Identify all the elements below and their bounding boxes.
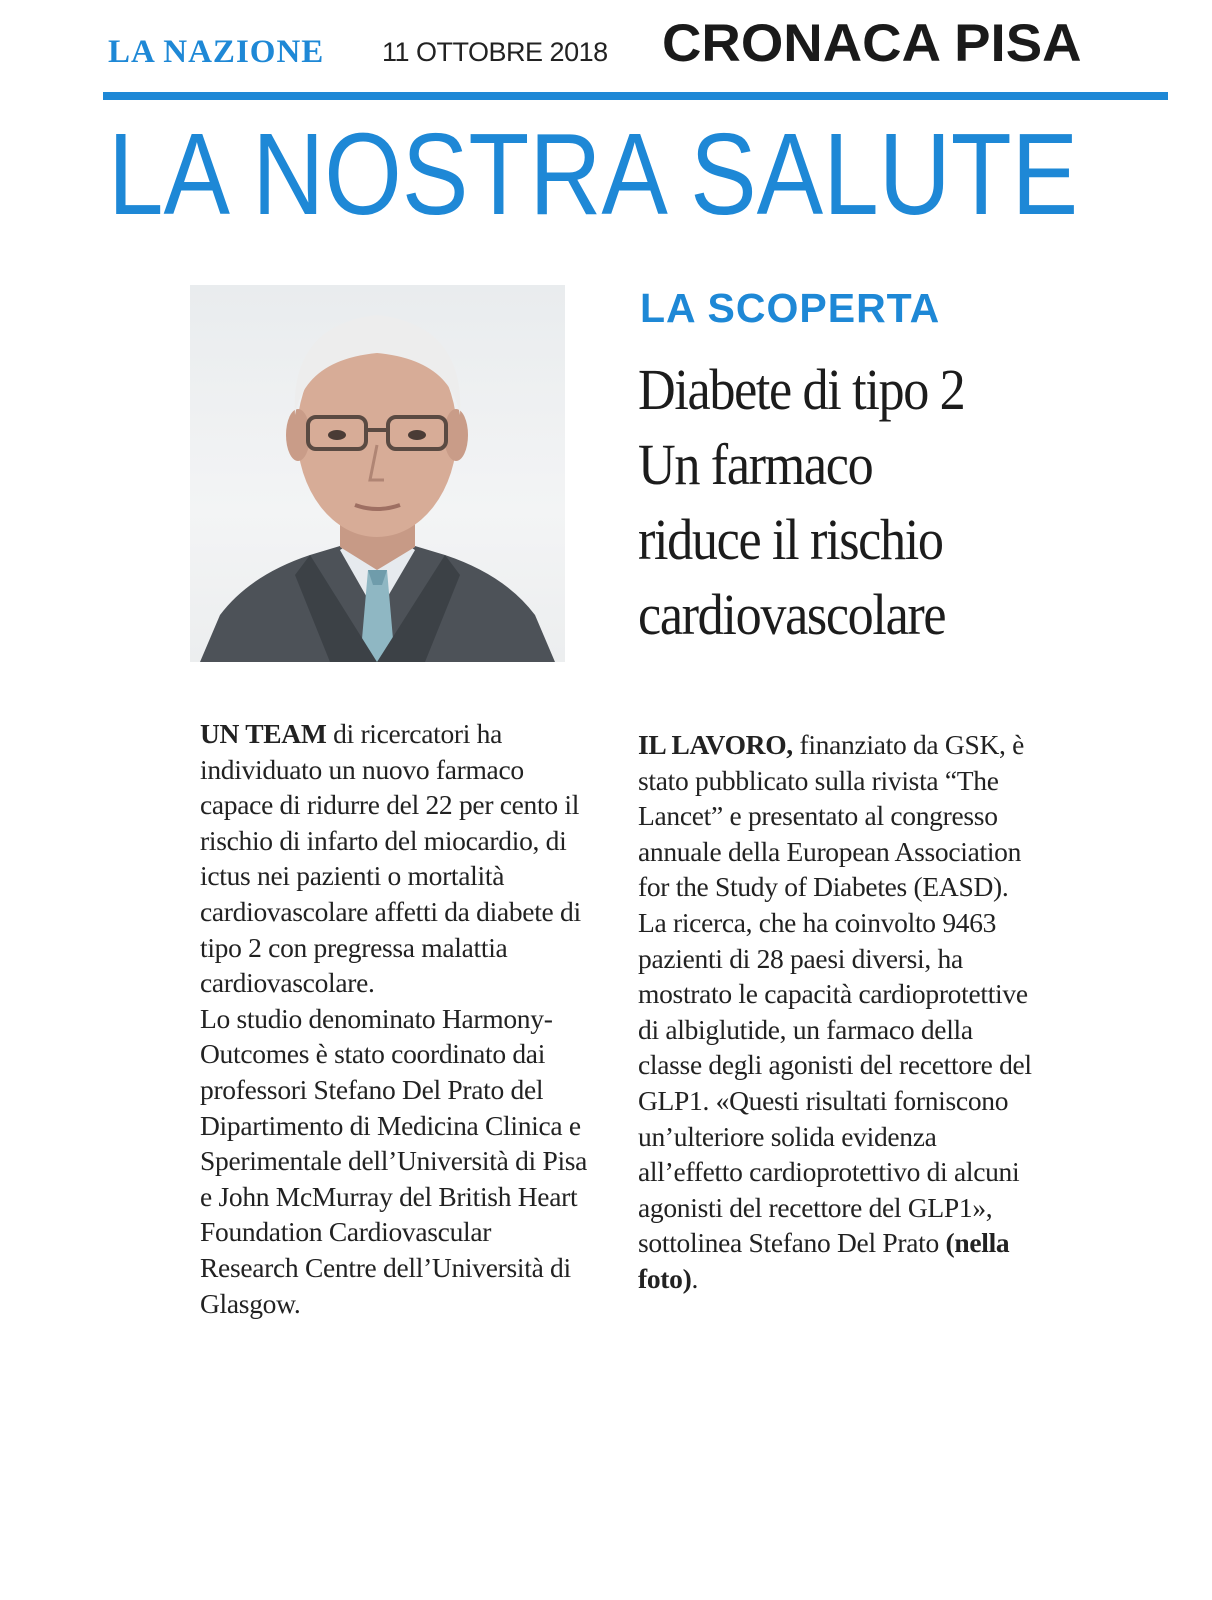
article-paragraph	[200, 716, 595, 1001]
article-column-left	[200, 716, 595, 1321]
publication-date: 11 OTTOBRE 2018	[382, 37, 608, 67]
portrait-photo	[190, 285, 565, 662]
page-kicker: LA NOSTRA SALUTE	[108, 109, 1079, 239]
article-paragraph: Lo studio denominato Harmony-Outcomes è stato coordinato dai professori Stefano Del Prato del Dipartimento di Medicina Clinica e Sperimentale dell’Università di Pisa e John McMurray del British Heart Foundation Cardiovascular Research Centre dell’Università di Glasgow.	[200, 1002, 588, 1319]
lead-in: UN TEAM	[200, 718, 327, 749]
section-name: CRONACA PISA	[662, 14, 1082, 73]
masthead	[0, 0, 1212, 100]
paragraph-text: di ricercatori ha individuato un nuovo farmaco capace di ridurre del 22 per cento il rischio di infarto del miocardio, di ictus nei pazienti o mortalità cardiovascolare affetti da diabete di tipo 2 con pregressa malattia cardiovascolare.	[200, 718, 581, 999]
headline-line: cardiovascolare	[638, 582, 946, 647]
article-headline	[638, 352, 1088, 652]
photo-reference: (nella foto)	[638, 1227, 1010, 1294]
article-label: LA SCOPERTA	[640, 285, 941, 331]
header-rule	[103, 92, 1168, 100]
article-paragraph	[638, 727, 1033, 1297]
lead-in: IL LAVORO,	[638, 729, 793, 760]
paragraph-end: .	[691, 1262, 699, 1294]
headline-line: riduce il rischio	[638, 507, 943, 572]
headline-line: Un farmaco	[638, 432, 873, 497]
paragraph-text: finanziato da GSK, è stato pubblicato sulla rivista “The Lancet” e presentato al congresso annuale della European Association for the Study of Diabetes (EASD). La ricerca, che ha coinvolto 9463 pazienti di 28 paesi diversi, ha mostrato le capacità cardioprotettive di albiglutide, un farmaco della classe degli agonisti del recettore del GLP1. «Questi risultati forniscono un’ulteriore solida evidenza all’effetto cardioprotettivo di alcuni agonisti del recettore del GLP1», sottolinea Stefano Del Prato	[638, 729, 1032, 1259]
article-column-right	[638, 727, 1033, 1297]
newspaper-name: LA NAZIONE	[108, 34, 325, 70]
headline-line: Diabete di tipo 2	[638, 357, 965, 422]
